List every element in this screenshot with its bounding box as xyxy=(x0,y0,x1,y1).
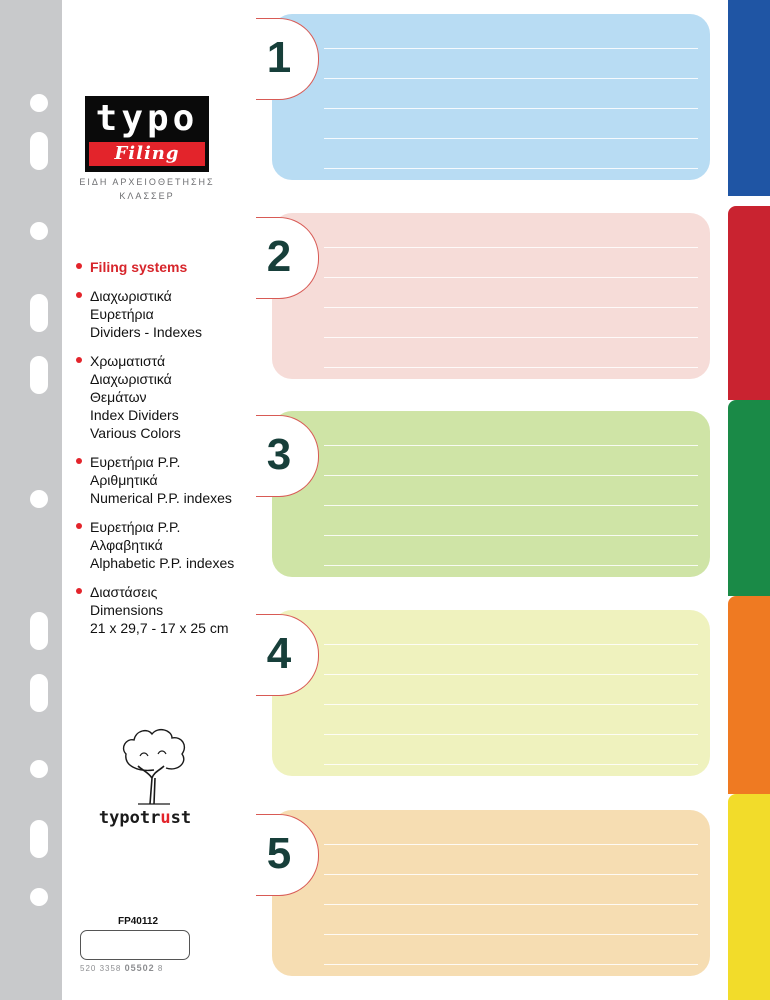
barcode-middle: 05502 xyxy=(124,963,155,973)
write-line xyxy=(324,565,698,566)
punch-slot xyxy=(30,294,48,332)
feature-line: Dimensions xyxy=(90,602,164,618)
write-line xyxy=(324,734,698,735)
write-line xyxy=(324,247,698,248)
divider-tab-orange[interactable] xyxy=(728,596,770,794)
punch-slot xyxy=(30,612,48,650)
typo-filing-logo xyxy=(85,96,209,172)
product-code: FP40112 xyxy=(117,916,159,927)
punch-slot xyxy=(30,356,48,394)
bullet-dot xyxy=(76,458,82,464)
write-line xyxy=(324,764,698,765)
feature-line: Χρωματιστά xyxy=(90,353,166,369)
write-line xyxy=(324,168,698,169)
trust-part-u: u xyxy=(160,808,171,828)
divider-tab-yellow[interactable] xyxy=(728,794,770,1000)
feature-line: Numerical P.P. indexes xyxy=(90,490,232,506)
feature-line: Various Colors xyxy=(90,425,181,441)
write-line xyxy=(324,874,698,875)
index-card-3 xyxy=(266,411,710,577)
write-line xyxy=(324,138,698,139)
divider-tab-green[interactable] xyxy=(728,400,770,596)
punch-hole xyxy=(30,94,48,112)
logo-word: typo xyxy=(95,98,199,139)
index-card-5 xyxy=(266,810,710,976)
feature-line: Ευρετήρια P.P. xyxy=(90,454,181,470)
feature-item xyxy=(76,518,256,572)
write-line xyxy=(324,535,698,536)
logo-filing-word: Filing xyxy=(114,143,180,164)
feature-list xyxy=(76,258,256,648)
write-line xyxy=(324,644,698,645)
write-line xyxy=(324,674,698,675)
write-line xyxy=(324,48,698,49)
feature-item xyxy=(76,287,256,341)
tree-logo-icon xyxy=(118,726,190,806)
index-card-4 xyxy=(266,610,710,776)
feature-line: Θεμάτων xyxy=(90,389,147,405)
feature-line: Dividers - Indexes xyxy=(90,324,203,340)
index-number: 1 xyxy=(266,33,292,82)
trust-part: typotr xyxy=(98,808,161,828)
feature-item xyxy=(76,583,256,637)
write-line xyxy=(324,964,698,965)
perforated-strip xyxy=(0,0,62,1000)
typotrust-logo xyxy=(80,808,210,828)
write-line xyxy=(324,277,698,278)
write-line xyxy=(324,108,698,109)
index-card-2 xyxy=(266,213,710,379)
bullet-dot xyxy=(76,588,82,594)
feature-line: Alphabetic P.P. indexes xyxy=(90,555,235,571)
punch-hole xyxy=(30,222,48,240)
feature-line: Αλφαβητικά xyxy=(90,537,163,553)
write-line xyxy=(324,505,698,506)
index-card-1 xyxy=(266,14,710,180)
feature-line: Filing systems xyxy=(90,259,188,275)
logo-tagline: ΕΙΔΗ ΑΡΧΕΙΟΘΕΤΗΣΗΣ xyxy=(79,177,215,187)
bullet-dot xyxy=(76,292,82,298)
divider-tab-blue[interactable] xyxy=(728,0,770,196)
barcode-number xyxy=(80,963,195,973)
feature-line: Index Dividers xyxy=(90,407,179,423)
feature-line: Ευρετήρια P.P. xyxy=(90,519,181,535)
feature-line: Διαχωριστικά xyxy=(90,288,172,304)
divider-tab-red[interactable] xyxy=(728,206,770,400)
punch-slot xyxy=(30,674,48,712)
punch-hole xyxy=(30,760,48,778)
feature-line: Διαχωριστικά xyxy=(90,371,172,387)
feature-line: Ευρετήρια xyxy=(90,306,154,322)
write-line xyxy=(324,307,698,308)
bullet-dot xyxy=(76,523,82,529)
index-number: 3 xyxy=(266,430,292,479)
bullet-dot xyxy=(76,357,82,363)
trust-part: st xyxy=(170,808,192,828)
feature-item xyxy=(76,453,256,507)
punch-slot xyxy=(30,820,48,858)
write-line xyxy=(324,934,698,935)
write-line xyxy=(324,475,698,476)
write-line xyxy=(324,445,698,446)
label-box xyxy=(80,930,190,960)
logo-red-band xyxy=(89,142,205,166)
index-number: 4 xyxy=(266,629,292,678)
punch-slot xyxy=(30,132,48,170)
index-number: 2 xyxy=(266,232,292,281)
feature-item xyxy=(76,258,256,276)
write-line xyxy=(324,704,698,705)
bullet-dot xyxy=(76,263,82,269)
write-line xyxy=(324,78,698,79)
feature-item xyxy=(76,352,256,442)
feature-line: Αριθμητικά xyxy=(90,472,158,488)
feature-line: 21 x 29,7 - 17 x 25 cm xyxy=(90,620,229,636)
write-line xyxy=(324,337,698,338)
punch-hole xyxy=(30,888,48,906)
barcode-prefix: 520 3358 xyxy=(80,964,122,973)
write-line xyxy=(324,844,698,845)
write-line xyxy=(324,904,698,905)
logo-tagline-2: ΚΛΑΣΣΕΡ xyxy=(119,191,175,201)
feature-line: Διαστάσεις xyxy=(90,584,158,600)
barcode-suffix: 8 xyxy=(157,964,164,973)
write-line xyxy=(324,367,698,368)
index-number: 5 xyxy=(266,829,292,878)
punch-hole xyxy=(30,490,48,508)
